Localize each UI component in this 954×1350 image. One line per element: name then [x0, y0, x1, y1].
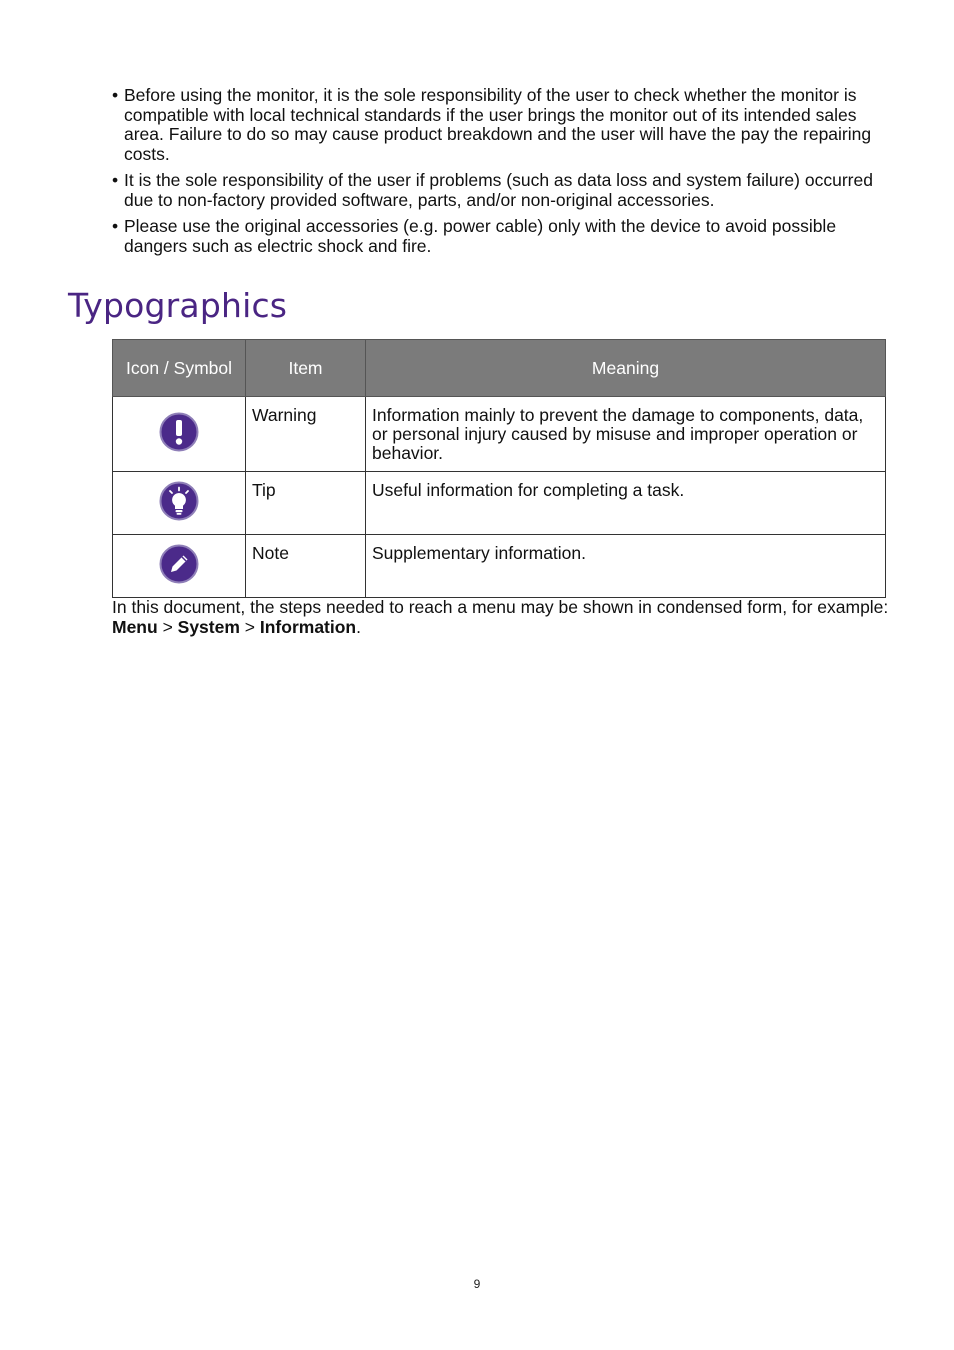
warning-icon — [159, 412, 199, 452]
tip-icon — [159, 481, 199, 521]
menu-path-system: System — [177, 616, 240, 637]
bullet-text: Before using the monitor, it is the sole responsibility of the user to check whether the monitor is compatible with local technical standards if the user brings the monitor out of its intended sales area. Failure to do so may cause product breakdown and the user will have the pay the repairing costs. — [124, 85, 872, 164]
section-title: Typographics — [68, 286, 288, 325]
bullet-text: Please use the original accessories (e.g. power cable) only with the device to avoid possible dangers such as electric shock and fire. — [124, 216, 837, 256]
footnote-end: . — [356, 616, 361, 637]
icon-cell — [113, 397, 246, 472]
header-icon-symbol: Icon / Symbol — [113, 340, 246, 397]
bullet-item — [112, 217, 887, 256]
path-separator: > — [239, 616, 260, 637]
meaning-cell: Supplementary information. — [366, 535, 886, 598]
icon-cell — [113, 535, 246, 598]
path-separator: > — [157, 616, 178, 637]
table-row — [113, 472, 886, 535]
header-meaning: Meaning — [366, 340, 886, 397]
bullet-marker: • — [112, 170, 119, 190]
meaning-cell: Useful information for completing a task. — [366, 472, 886, 535]
bullet-item — [112, 171, 887, 210]
bullet-list — [112, 86, 887, 263]
footnote-text: In this document, the steps needed to reach a menu may be shown in condensed form, for example: — [112, 597, 889, 617]
typographics-table — [112, 339, 886, 598]
bullet-text: It is the sole responsibility of the user if problems (such as data loss and system failure) occurred due to non-factory provided software, parts, and/or non-original accessories. — [124, 170, 873, 210]
bullet-marker: • — [112, 216, 119, 236]
table-row — [113, 397, 886, 472]
item-cell: Note — [246, 535, 366, 598]
meaning-cell: Information mainly to prevent the damage to components, data, or personal injury caused by misuse and improper operation or behavior. — [366, 397, 886, 472]
bullet-item — [112, 86, 887, 164]
note-icon — [159, 544, 199, 584]
header-item: Item — [246, 340, 366, 397]
page-number: 9 — [473, 1277, 481, 1291]
menu-path-information: Information — [259, 616, 357, 637]
item-cell: Warning — [246, 397, 366, 472]
icon-cell — [113, 472, 246, 535]
table-row — [113, 535, 886, 598]
table-header-row — [113, 340, 886, 397]
menu-path-menu: Menu — [112, 616, 158, 637]
item-cell: Tip — [246, 472, 366, 535]
menu-path-note — [112, 598, 890, 637]
bullet-marker: • — [112, 85, 119, 105]
